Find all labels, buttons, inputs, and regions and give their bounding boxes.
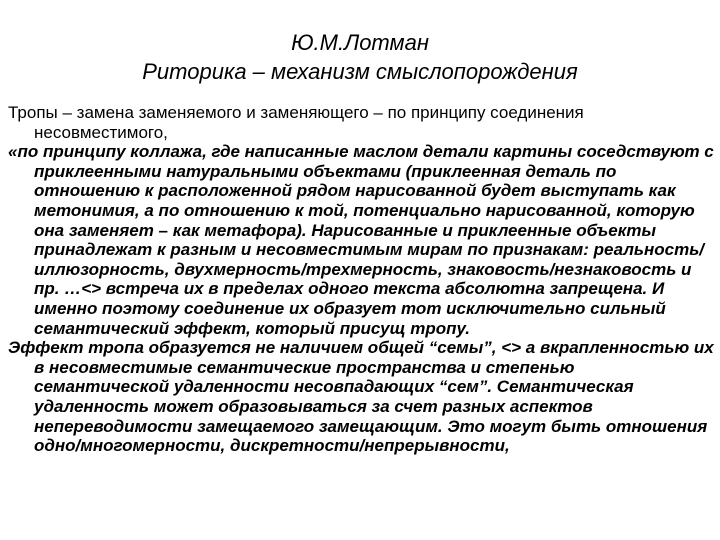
title-author: Ю.М.Лотман: [291, 30, 429, 55]
slide-title: [0, 28, 720, 86]
paragraph-tropes-definition: Тропы – замена заменяемого и заменяющего – по принципу соединения несовместимого,: [8, 103, 584, 142]
title-subtitle: Риторика – механизм смыслопорождения: [142, 59, 578, 84]
paragraph-collage-quote: «по принципу коллажа, где написанные маслом детали картины соседствуют с приклеенными натуральными объектами (приклеенная деталь по отношению к расположенной рядом нарисованной будет выступать как метонимия, а по отношению к той, потенциально нарисованной, которую она заменяет – как метафора). Нарисованные и приклеенные объекты принадлежат к разным и несовместимым мирам по признакам: реальность/иллюзорность, двухмерность/трехмерность, знаковость/незнаковость и пр. …<> встреча их в пределах одного текста абсолютна запрещена. И именно поэтому соединение их образует тот исключительно сильный семантический эффект, который присущ тропу.: [8, 142, 714, 338]
slide-body: [8, 103, 714, 456]
paragraph-trope-effect: Эффект тропа образуется не наличием общей “семы”, <> а вкрапленностью их в несовместимые семантические пространства и степенью семантической удаленности несовпадающих “сем”. Семантическая удаленность может образовываться за счет разных аспектов непереводимости замещаемого замещающим. Это могут быть отношения одно/многомерности, дискретности/непрерывности,: [8, 338, 714, 456]
